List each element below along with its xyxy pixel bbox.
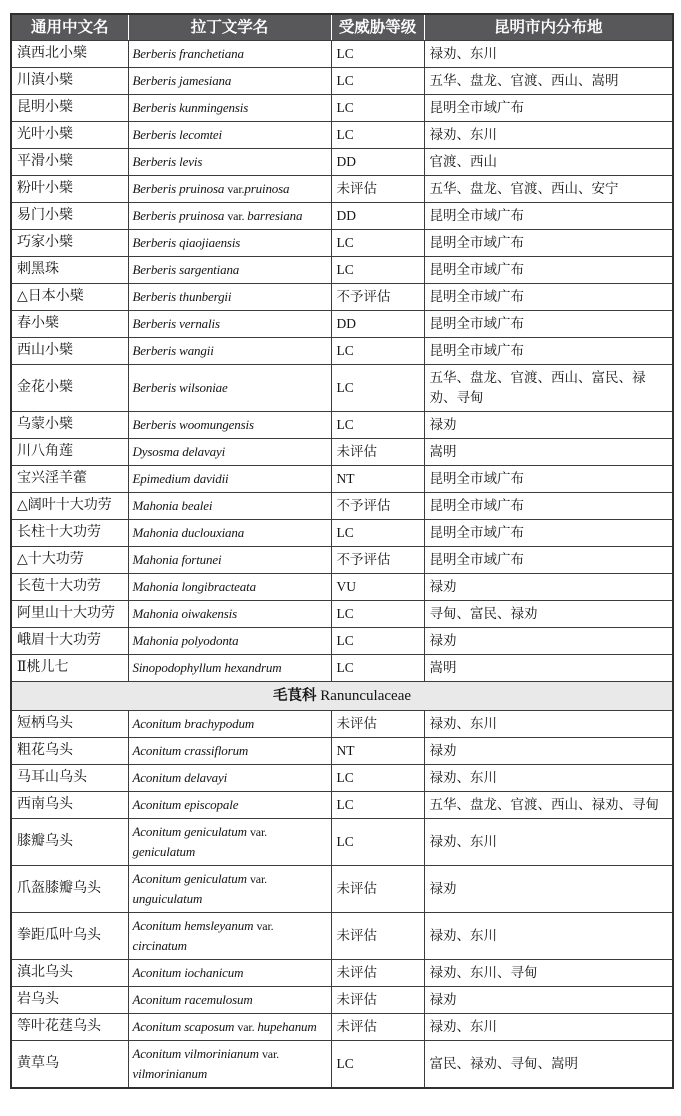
latin-epithet: Berberis qiaojiaensis (132, 235, 241, 250)
header-common-name: 通用中文名 (11, 14, 128, 41)
species-row (11, 960, 673, 987)
latin-rank-abbrev: var. (237, 1020, 258, 1034)
threat-level-cell: LC (331, 655, 424, 682)
threat-level-cell: LC (331, 1041, 424, 1089)
species-row (11, 257, 673, 284)
latin-name-cell (128, 493, 331, 520)
latin-rank-abbrev: var. (249, 825, 267, 839)
latin-rank-abbrev: var. (227, 209, 248, 223)
threat-level-cell: LC (331, 41, 424, 68)
common-name-cell: 粗花乌头 (11, 738, 128, 765)
latin-name-cell (128, 284, 331, 311)
latin-name-cell (128, 960, 331, 987)
distribution-cell: 禄劝 (424, 628, 673, 655)
threat-level-cell: VU (331, 574, 424, 601)
latin-epithet: Berberis thunbergii (132, 289, 232, 304)
species-table (10, 13, 674, 1089)
common-name-cell: 昆明小檗 (11, 95, 128, 122)
species-row (11, 338, 673, 365)
species-row (11, 176, 673, 203)
species-row (11, 628, 673, 655)
latin-epithet: circinatum (132, 938, 187, 953)
latin-name-cell (128, 338, 331, 365)
latin-name-cell (128, 412, 331, 439)
distribution-cell: 禄劝、东川 (424, 41, 673, 68)
distribution-cell: 禄劝、东川 (424, 122, 673, 149)
latin-name-cell (128, 866, 331, 913)
latin-epithet: Aconitum hemsleyanum (132, 918, 257, 933)
latin-name-cell (128, 765, 331, 792)
species-row (11, 547, 673, 574)
latin-epithet: Mahonia duclouxiana (132, 525, 245, 540)
threat-level-cell: 未评估 (331, 176, 424, 203)
latin-rank-abbrev: var. (249, 872, 267, 886)
threat-level-cell: 未评估 (331, 439, 424, 466)
latin-name-cell (128, 230, 331, 257)
species-row (11, 866, 673, 913)
threat-level-cell: 未评估 (331, 913, 424, 960)
latin-rank-abbrev: var. (256, 919, 274, 933)
latin-name-cell (128, 95, 331, 122)
species-row (11, 95, 673, 122)
latin-name-cell (128, 311, 331, 338)
distribution-cell: 昆明全市域广布 (424, 493, 673, 520)
distribution-cell: 五华、盘龙、官渡、西山、嵩明 (424, 68, 673, 95)
latin-epithet: Dysosma delavayi (132, 444, 226, 459)
section-family-latin: Ranunculaceae (316, 688, 412, 704)
latin-epithet: Aconitum brachypodum (132, 716, 255, 731)
species-row (11, 466, 673, 493)
species-row (11, 738, 673, 765)
latin-epithet: Berberis vernalis (132, 316, 220, 331)
latin-name-cell (128, 987, 331, 1014)
latin-epithet: geniculatum (132, 844, 196, 859)
threat-level-cell: 未评估 (331, 711, 424, 738)
common-name-cell: 川八角莲 (11, 439, 128, 466)
threat-level-cell: LC (331, 122, 424, 149)
threat-level-cell: LC (331, 819, 424, 866)
latin-epithet: Aconitum geniculatum (132, 871, 250, 886)
latin-epithet: Mahonia longibracteata (132, 579, 256, 594)
threat-level-cell: 不予评估 (331, 284, 424, 311)
latin-epithet: Berberis franchetiana (132, 46, 244, 61)
latin-epithet: Mahonia polyodonta (132, 633, 239, 648)
threat-level-cell: LC (331, 338, 424, 365)
distribution-cell: 昆明全市域广布 (424, 311, 673, 338)
common-name-cell: 等叶花莛乌头 (11, 1014, 128, 1041)
threat-level-cell: 未评估 (331, 960, 424, 987)
threat-level-cell: LC (331, 601, 424, 628)
latin-epithet: Aconitum racemulosum (132, 992, 253, 1007)
common-name-cell: 刺黑珠 (11, 257, 128, 284)
table-body (11, 41, 673, 1089)
species-row (11, 819, 673, 866)
threat-level-cell: LC (331, 765, 424, 792)
common-name-cell: 峨眉十大功劳 (11, 628, 128, 655)
distribution-cell: 禄劝、东川 (424, 711, 673, 738)
latin-epithet: barresiana (247, 208, 303, 223)
distribution-cell: 五华、盘龙、官渡、西山、禄劝、寻甸 (424, 792, 673, 819)
common-name-cell: 短柄乌头 (11, 711, 128, 738)
latin-epithet: Aconitum episcopale (132, 797, 239, 812)
threat-level-cell: NT (331, 738, 424, 765)
latin-epithet: Aconitum geniculatum (132, 824, 250, 839)
header-distribution: 昆明市内分布地 (424, 14, 673, 41)
distribution-cell: 禄劝 (424, 987, 673, 1014)
latin-name-cell (128, 574, 331, 601)
section-header-row (11, 682, 673, 711)
latin-epithet: unguiculatum (132, 891, 203, 906)
common-name-cell: 岩乌头 (11, 987, 128, 1014)
latin-epithet: Berberis sargentiana (132, 262, 240, 277)
common-name-cell: 长柱十大功劳 (11, 520, 128, 547)
threat-level-cell: LC (331, 365, 424, 412)
header-latin-name: 拉丁文学名 (128, 14, 331, 41)
common-name-cell: 滇西北小檗 (11, 41, 128, 68)
latin-epithet: Aconitum vilmorinianum (132, 1046, 262, 1061)
threat-level-cell: LC (331, 520, 424, 547)
threat-level-cell: 未评估 (331, 987, 424, 1014)
common-name-cell: 易门小檗 (11, 203, 128, 230)
latin-rank-abbrev: var. (227, 182, 245, 196)
latin-name-cell (128, 68, 331, 95)
latin-epithet: Aconitum scaposum (132, 1019, 238, 1034)
species-row (11, 41, 673, 68)
species-row (11, 987, 673, 1014)
species-row (11, 655, 673, 682)
distribution-cell: 官渡、西山 (424, 149, 673, 176)
common-name-cell: △十大功劳 (11, 547, 128, 574)
common-name-cell: 西山小檗 (11, 338, 128, 365)
common-name-cell: 光叶小檗 (11, 122, 128, 149)
distribution-cell: 昆明全市域广布 (424, 338, 673, 365)
threat-level-cell: 未评估 (331, 1014, 424, 1041)
species-row (11, 711, 673, 738)
species-row (11, 765, 673, 792)
latin-epithet: hupehanum (257, 1019, 317, 1034)
latin-name-cell (128, 738, 331, 765)
latin-name-cell (128, 122, 331, 149)
threat-level-cell: 不予评估 (331, 547, 424, 574)
distribution-cell: 昆明全市域广布 (424, 520, 673, 547)
distribution-cell: 嵩明 (424, 439, 673, 466)
threat-level-cell: DD (331, 203, 424, 230)
common-name-cell: 乌蒙小檗 (11, 412, 128, 439)
latin-name-cell (128, 913, 331, 960)
threat-level-cell: LC (331, 628, 424, 655)
distribution-cell: 五华、盘龙、官渡、西山、富民、禄劝、寻甸 (424, 365, 673, 412)
distribution-cell: 昆明全市域广布 (424, 547, 673, 574)
latin-name-cell (128, 711, 331, 738)
distribution-cell: 富民、禄劝、寻甸、嵩明 (424, 1041, 673, 1089)
common-name-cell: △阔叶十大功劳 (11, 493, 128, 520)
common-name-cell: 爪盔膝瓣乌头 (11, 866, 128, 913)
latin-name-cell (128, 655, 331, 682)
distribution-cell: 禄劝 (424, 866, 673, 913)
species-row (11, 122, 673, 149)
latin-name-cell (128, 149, 331, 176)
species-row (11, 203, 673, 230)
threat-level-cell: 未评估 (331, 866, 424, 913)
latin-name-cell (128, 257, 331, 284)
species-row (11, 439, 673, 466)
species-row (11, 601, 673, 628)
species-row (11, 412, 673, 439)
threat-level-cell: LC (331, 230, 424, 257)
distribution-cell: 禄劝、东川 (424, 913, 673, 960)
latin-epithet: pruinosa (244, 181, 290, 196)
latin-rank-abbrev: var. (261, 1047, 279, 1061)
common-name-cell: 西南乌头 (11, 792, 128, 819)
latin-name-cell (128, 1014, 331, 1041)
threat-level-cell: LC (331, 68, 424, 95)
latin-name-cell (128, 203, 331, 230)
latin-epithet: Berberis woomungensis (132, 417, 254, 432)
section-family-cn: 毛茛科 (272, 688, 317, 704)
latin-name-cell (128, 547, 331, 574)
species-row (11, 365, 673, 412)
common-name-cell: 黄草乌 (11, 1041, 128, 1089)
species-row (11, 1041, 673, 1089)
distribution-cell: 禄劝、东川、寻甸 (424, 960, 673, 987)
latin-name-cell (128, 628, 331, 655)
latin-name-cell (128, 41, 331, 68)
common-name-cell: △日本小檗 (11, 284, 128, 311)
common-name-cell: 巧家小檗 (11, 230, 128, 257)
threat-level-cell: DD (331, 311, 424, 338)
distribution-cell: 嵩明 (424, 655, 673, 682)
latin-name-cell (128, 439, 331, 466)
latin-epithet: Mahonia fortunei (132, 552, 222, 567)
header-threat-level: 受威胁等级 (331, 14, 424, 41)
species-row (11, 913, 673, 960)
latin-epithet: vilmorinianum (132, 1066, 208, 1081)
distribution-cell: 昆明全市域广布 (424, 284, 673, 311)
common-name-cell: 宝兴淫羊藿 (11, 466, 128, 493)
latin-name-cell (128, 792, 331, 819)
distribution-cell: 昆明全市域广布 (424, 203, 673, 230)
latin-epithet: Berberis kunmingensis (132, 100, 249, 115)
latin-epithet: Sinopodophyllum hexandrum (132, 660, 282, 675)
common-name-cell: Ⅱ桃儿七 (11, 655, 128, 682)
species-row (11, 493, 673, 520)
latin-epithet: Berberis wilsoniae (132, 380, 228, 395)
species-row (11, 1014, 673, 1041)
latin-epithet: Berberis wangii (132, 343, 214, 358)
latin-epithet: Aconitum delavayi (132, 770, 228, 785)
threat-level-cell: 不予评估 (331, 493, 424, 520)
common-name-cell: 膝瓣乌头 (11, 819, 128, 866)
common-name-cell: 金花小檗 (11, 365, 128, 412)
species-row (11, 574, 673, 601)
latin-epithet: Mahonia oiwakensis (132, 606, 238, 621)
latin-name-cell (128, 176, 331, 203)
common-name-cell: 滇北乌头 (11, 960, 128, 987)
distribution-cell: 五华、盘龙、官渡、西山、安宁 (424, 176, 673, 203)
species-row (11, 149, 673, 176)
section-title-cell (11, 682, 673, 711)
species-row (11, 284, 673, 311)
common-name-cell: 拳距瓜叶乌头 (11, 913, 128, 960)
threat-level-cell: LC (331, 257, 424, 284)
common-name-cell: 阿里山十大功劳 (11, 601, 128, 628)
species-row (11, 520, 673, 547)
threat-level-cell: LC (331, 412, 424, 439)
common-name-cell: 粉叶小檗 (11, 176, 128, 203)
threat-level-cell: DD (331, 149, 424, 176)
latin-epithet: Berberis pruinosa (132, 208, 228, 223)
common-name-cell: 春小檗 (11, 311, 128, 338)
latin-epithet: Berberis jamesiana (132, 73, 232, 88)
latin-name-cell (128, 601, 331, 628)
latin-name-cell (128, 466, 331, 493)
latin-epithet: Berberis levis (132, 154, 203, 169)
species-row (11, 68, 673, 95)
common-name-cell: 平滑小檗 (11, 149, 128, 176)
distribution-cell: 禄劝、东川 (424, 819, 673, 866)
distribution-cell: 昆明全市域广布 (424, 95, 673, 122)
latin-name-cell (128, 520, 331, 547)
distribution-cell: 禄劝、东川 (424, 1014, 673, 1041)
latin-epithet: Epimedium davidii (132, 471, 229, 486)
distribution-cell: 禄劝 (424, 738, 673, 765)
header-row (11, 14, 673, 41)
latin-epithet: Aconitum crassiflorum (132, 743, 249, 758)
distribution-cell: 禄劝 (424, 574, 673, 601)
threat-level-cell: LC (331, 95, 424, 122)
species-row (11, 230, 673, 257)
latin-name-cell (128, 819, 331, 866)
distribution-cell: 昆明全市域广布 (424, 466, 673, 493)
latin-epithet: Aconitum iochanicum (132, 965, 244, 980)
latin-epithet: Berberis pruinosa (132, 181, 228, 196)
distribution-cell: 禄劝 (424, 412, 673, 439)
common-name-cell: 川滇小檗 (11, 68, 128, 95)
table-header (11, 14, 673, 41)
latin-epithet: Berberis lecomtei (132, 127, 223, 142)
species-row (11, 311, 673, 338)
distribution-cell: 昆明全市域广布 (424, 230, 673, 257)
latin-name-cell (128, 365, 331, 412)
distribution-cell: 昆明全市域广布 (424, 257, 673, 284)
common-name-cell: 马耳山乌头 (11, 765, 128, 792)
distribution-cell: 禄劝、东川 (424, 765, 673, 792)
threat-level-cell: NT (331, 466, 424, 493)
threat-level-cell: LC (331, 792, 424, 819)
latin-name-cell (128, 1041, 331, 1089)
distribution-cell: 寻甸、富民、禄劝 (424, 601, 673, 628)
species-row (11, 792, 673, 819)
common-name-cell: 长苞十大功劳 (11, 574, 128, 601)
latin-epithet: Mahonia bealei (132, 498, 213, 513)
